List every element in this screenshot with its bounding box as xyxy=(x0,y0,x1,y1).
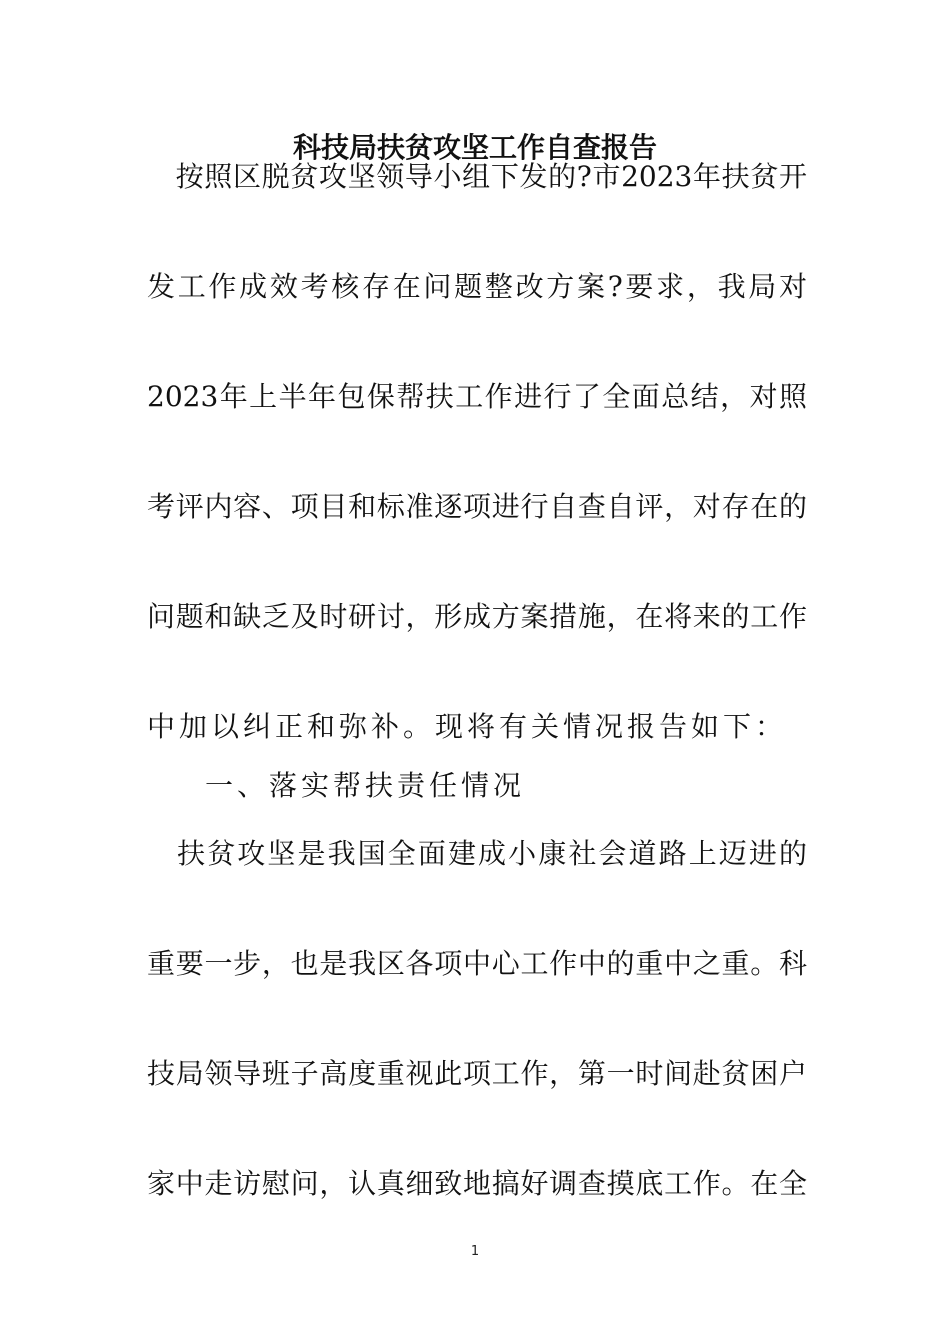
paragraph2-line-3: 技局领导班子高度重视此项工作，第一时间赴贫困户 xyxy=(147,1057,807,1090)
paragraph-line-6: 中加以纠正和弥补。现将有关情况报告如下： xyxy=(147,710,788,743)
paragraph-line-2: 发工作成效考核存在问题整改方案?要求，我局对 xyxy=(147,270,807,303)
paragraph-line-5: 问题和缺乏及时研讨，形成方案措施，在将来的工作 xyxy=(147,600,807,633)
document-title: 科技局扶贫攻坚工作自查报告 xyxy=(292,131,657,164)
section-heading: 一、落实帮扶责任情况 xyxy=(205,769,526,802)
paragraph-line-1: 按照区脱贫攻坚领导小组下发的?市2023年扶贫开 xyxy=(147,160,807,193)
paragraph-line-4: 考评内容、项目和标准逐项进行自查自评，对存在的 xyxy=(147,490,807,523)
paragraph2-line-1: 扶贫攻坚是我国全面建成小康社会道路上迈进的 xyxy=(147,837,807,870)
paragraph-line-3: 2023年上半年包保帮扶工作进行了全面总结，对照 xyxy=(147,380,807,413)
paragraph2-line-4: 家中走访慰问，认真细致地搞好调查摸底工作。在全 xyxy=(147,1167,807,1200)
page-number: 1 xyxy=(470,1244,480,1259)
paragraph2-line-2: 重要一步，也是我区各项中心工作中的重中之重。科 xyxy=(147,947,807,980)
